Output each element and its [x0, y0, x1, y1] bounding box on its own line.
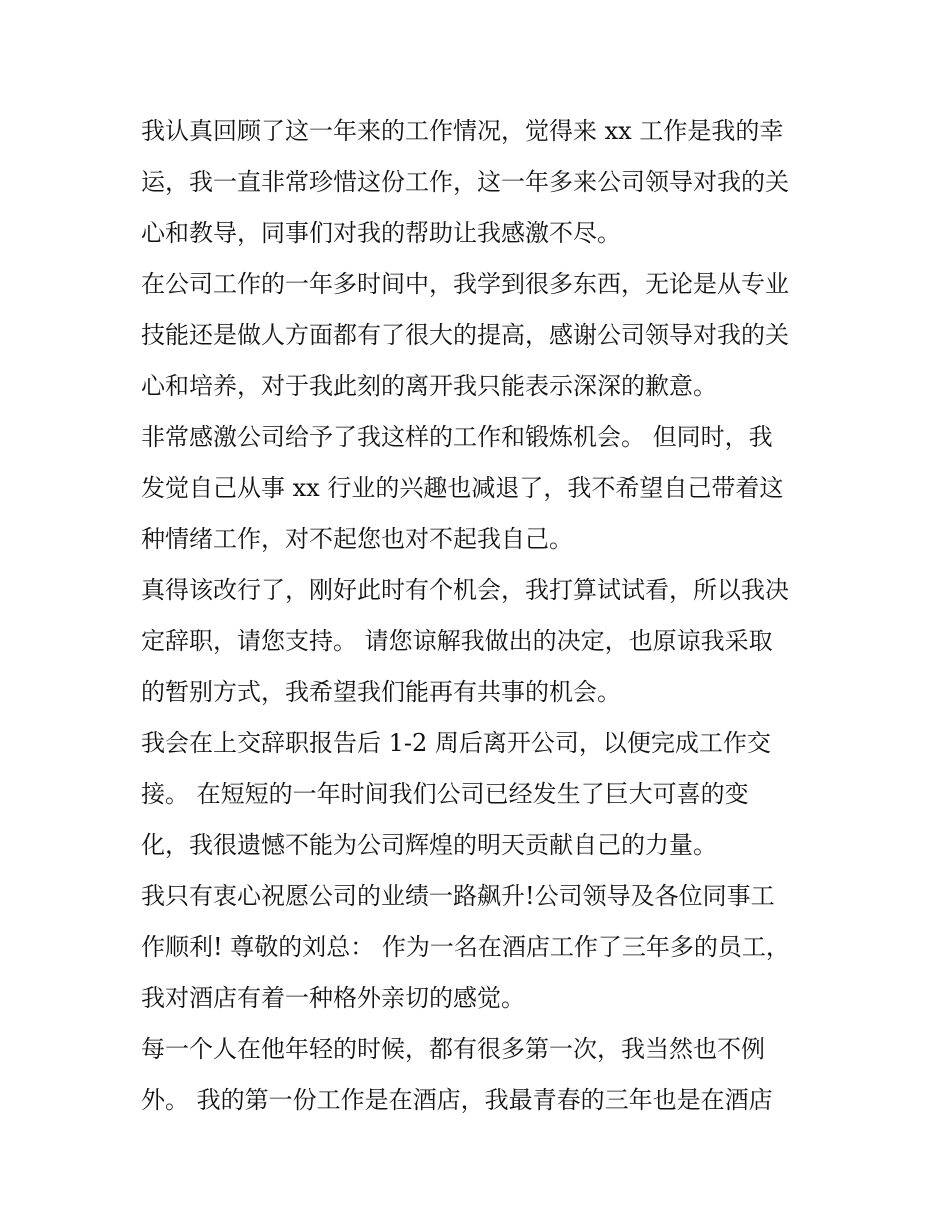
text-line: 在公司工作的一年多时间中，我学到很多东西，无论是从专业 — [141, 270, 789, 298]
document-body — [141, 106, 821, 1126]
text-line: 技能还是做人方面都有了很大的提高，感谢公司领导对我的关 — [141, 321, 789, 349]
text-line: 接。 在短短的一年时间我们公司已经发生了巨大可喜的变 — [141, 780, 749, 808]
text-line: 每一个人在他年轻的时候，都有很多第一次，我当然也不例 — [141, 1035, 765, 1063]
text-line: 种情绪工作，对不起您也对不起我自己。 — [141, 525, 573, 553]
text-line: 外。 我的第一份工作是在酒店，我最青春的三年也是在酒店 — [141, 1086, 773, 1114]
text-line: 心和教导，同事们对我的帮助让我感激不尽。 — [141, 219, 621, 247]
text-line: 我认真回顾了这一年来的工作情况，觉得来 xx 工作是我的幸 — [141, 117, 784, 145]
text-line: 作顺利! 尊敬的刘总： 作为一名在酒店工作了三年多的员工， — [141, 933, 790, 961]
text-line: 运，我一直非常珍惜这份工作，这一年多来公司领导对我的关 — [141, 168, 789, 196]
text-line: 化，我很遗憾不能为公司辉煌的明天贡献自己的力量。 — [141, 831, 717, 859]
text-line: 心和培养，对于我此刻的离开我只能表示深深的歉意。 — [141, 372, 717, 400]
text-line: 非常感激公司给予了我这样的工作和锻炼机会。 但同时，我 — [141, 423, 773, 451]
text-line: 定辞职，请您支持。 请您谅解我做出的决定，也原谅我采取 — [141, 627, 773, 655]
text-line: 我会在上交辞职报告后 1-2 周后离开公司，以便完成工作交 — [141, 729, 771, 757]
text-line: 真得该改行了，刚好此时有个机会，我打算试试看，所以我决 — [141, 576, 789, 604]
text-line: 我对酒店有着一种格外亲切的感觉。 — [141, 984, 525, 1012]
text-line: 的暂别方式，我希望我们能再有共事的机会。 — [141, 678, 621, 706]
text-line: 我只有衷心祝愿公司的业绩一路飙升!公司领导及各位同事工 — [141, 882, 775, 910]
text-line: 发觉自己从事 xx 行业的兴趣也减退了，我不希望自己带着这 — [141, 474, 784, 502]
